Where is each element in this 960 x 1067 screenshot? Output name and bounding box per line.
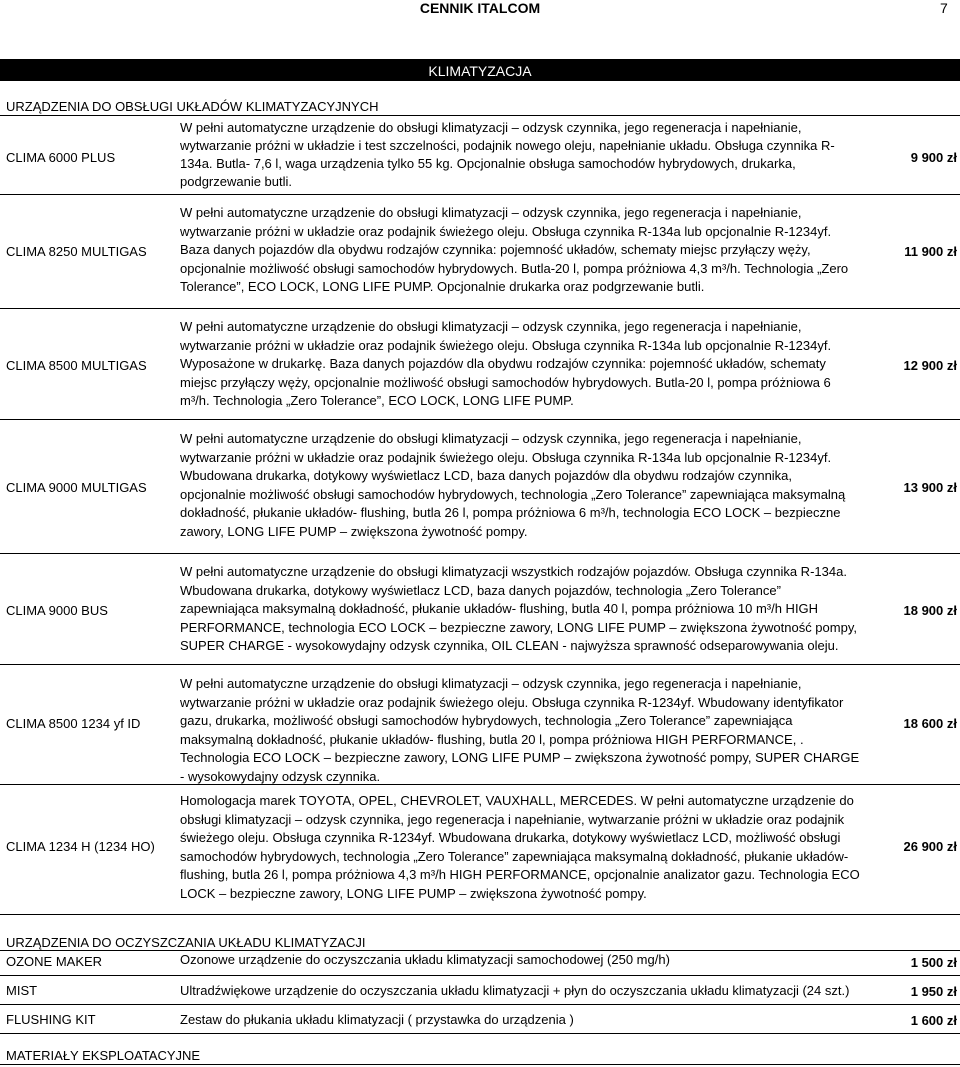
row-divider [0,1033,960,1034]
section-underline [0,115,960,116]
product-price: 18 600 zł [903,716,957,731]
section-title-cleaning-devices: URZĄDZENIA DO OCZYSZCZANIA UKŁADU KLIMATYZACJI [6,935,366,950]
row-divider [0,914,960,915]
product-name: CLIMA 9000 BUS [6,603,108,618]
product-description: W pełni automatyczne urządzenie do obsługi klimatyzacji – odzysk czynnika, jego regeneracja i napełnianie, wytwarzanie próżni w układzie oraz podajnik świeżego oleju. Obsługa czynnika R-134a lub opcjonalnie R-1234yf. Wbudowana drukarka, dotykowy wyświetlacz LCD, baza danych pojazdów dla obydwu rodzajów czynnika, opcjonalnie możliwość obsługi samochodów hybrydowych, technologia „Zero Tolerance” zapewniająca maksymalną dokładność, płukanie układów- flushing, butla 26 l, pompa próżniowa 6 m³/h, technologia ECO LOCK – bezpieczne zawory, LONG LIFE PUMP – zwiększona żywotność pompy. [180,431,846,539]
row-divider [0,194,960,195]
product-description: W pełni automatyczne urządzenie do obsługi klimatyzacji – odzysk czynnika, jego regeneracja i napełnianie, wytwarzanie próżni w układzie oraz podajnik świeżego oleju. Obsługa czynnika R-1234yf. Wbudowany identyfikator gazu, drukarka, możliwość obsługi samochodów hybrydowych, technologia „Zero Tolerance” zapewniająca maksymalną dokładność, płukanie układów- flushing, butla 20 l, pompa próżniowa HIGH PERFORMANCE, . Technologia ECO LOCK – bezpieczne zawory, LONG LIFE PUMP – zwiększona żywotność pompy, SUPER CHARGE - wysokowydajny odzysk czynnika. [180,676,860,784]
product-name: OZONE MAKER [6,954,103,969]
section-title-service-devices: URZĄDZENIA DO OBSŁUGI UKŁADÓW KLIMATYZACYJNYCH [6,99,379,114]
product-description: Ultradźwiękowe urządzenie do oczyszczania układu klimatyzacji + płyn do oczyszczania układu klimatyzacji (24 szt.) [180,983,850,998]
product-price: 13 900 zł [903,480,957,495]
product-price: 11 900 zł [904,244,957,259]
product-price: 18 900 zł [903,603,957,618]
product-price: 1 500 zł [910,955,957,970]
product-name: CLIMA 6000 PLUS [6,150,116,165]
section-underline [0,950,960,951]
product-description: W pełni automatyczne urządzenie do obsługi klimatyzacji – odzysk czynnika, jego regeneracja i napełnianie, wytwarzanie próżni w układzie i test szczelności, podajnik nowego oleju, napełnianie układu. Obsługa czynnika R-134a. Butla- 7,6 l, waga urządzenia tylko 55 kg. Opcjonalnie obsługa samochodów hybrydowych, drukarka, podgrzewanie butli. [180,120,835,189]
product-name: CLIMA 1234 H (1234 HO) [6,839,155,854]
product-price: 26 900 zł [903,839,957,854]
product-description: W pełni automatyczne urządzenie do obsługi klimatyzacji – odzysk czynnika, jego regeneracja i napełnianie, wytwarzanie próżni w układzie oraz podajnik świeżego oleju. Obsługa czynnika R-134a lub opcjonalnie R-1234yf. Wyposażone w drukarkę. Baza danych pojazdów dla obydwu rodzajów czynnika: pojemność układów, schematy miejsc przyłączy węży, opcjonalnie możliwość obsługi samochodów hybrydowych. Butla-20 l, pompa próżniowa 6 m³/h. Technologia „Zero Tolerance”, ECO LOCK, LONG LIFE PUMP. [180,319,832,409]
product-price: 1 600 zł [910,1013,957,1028]
product-description: Ozonowe urządzenie do oczyszczania układu klimatyzacji samochodowej (250 mg/h) [180,952,670,967]
row-divider [0,975,960,976]
product-name: CLIMA 8500 MULTIGAS [6,358,147,373]
document-title: CENNIK ITALCOM [419,0,541,16]
row-divider [0,308,960,309]
product-name: CLIMA 8500 1234 yf ID [6,716,141,731]
product-description: W pełni automatyczne urządzenie do obsługi klimatyzacji wszystkich rodzajów pojazdów. Obsługa czynnika R-134a. Wbudowana drukarka, dotykowy wyświetlacz LCD, baza danych pojazdów, technologia „Zero Tolerance” zapewniająca maksymalną dokładność, płukanie układów- flushing, butla 40 l, pompa próżniowa 10 m³/h HIGH PERFORMANCE, technologia ECO LOCK – bezpieczne zawory, LONG LIFE PUMP – zwiększona żywotność pompy, SUPER CHARGE - wysokowydajny odzysk czynnika, OIL CLEAN - najwyższa sprawność odseparowywania oleju. [180,564,857,654]
page-number: 7 [940,0,948,16]
product-description: W pełni automatyczne urządzenie do obsługi klimatyzacji – odzysk czynnika, jego regeneracja i napełnianie, wytwarzanie próżni w układzie oraz podajnik świeżego oleju. Obsługa czynnika R-134a lub opcjonalnie R-1234yf. Baza danych pojazdów dla obydwu rodzajów czynnika: pojemność układów, schematy miejsc przyłączy węży, opcjonalnie możliwość obsługi samochodów hybrydowych. Butla-20 l, pompa próżniowa 4,3 m³/h. Technologia „Zero Tolerance”, ECO LOCK, LONG LIFE PUMP. Opcjonalnie drukarka oraz podgrzewanie butli. [180,205,849,295]
product-price: 12 900 zł [903,358,957,373]
product-description: Homologacja marek TOYOTA, OPEL, CHEVROLET, VAUXHALL, MERCEDES. W pełni automatyczne urządzenie do obsługi klimatyzacji – odzysk czynnika, jego regeneracja i napełnianie, wytwarzanie próżni w układzie oraz podajnik świeżego oleju. Obsługa czynnika R-1234yf. Wbudowana drukarka, dotykowy wyświetlacz LCD, możliwość obsługi samochodów hybrydowych, technologia „Zero Tolerance” zapewniająca maksymalną dokładność, płukanie układów- flushing, butla 26 l, pompa próżniowa 4,3 m³/h HIGH PERFORMANCE, opcjonalnie analizator gazu. Technologia ECO LOCK – bezpieczne zawory, LONG LIFE PUMP – zwiększona żywotność pompy. [180,793,860,901]
row-divider [0,1004,960,1005]
product-description: Zestaw do płukania układu klimatyzacji ( przystawka do urządzenia ) [180,1012,574,1027]
product-name: CLIMA 8250 MULTIGAS [6,244,147,259]
row-divider [0,419,960,420]
product-name: MIST [6,983,38,998]
row-divider [0,553,960,554]
product-price: 1 950 zł [910,984,957,999]
product-name: CLIMA 9000 MULTIGAS [6,480,147,495]
category-banner: KLIMATYZACJA [0,59,960,81]
section-underline [0,1064,960,1065]
product-price: 9 900 zł [910,150,957,165]
section-title-consumables: MATERIAŁY EKSPLOATACYJNE [6,1048,201,1063]
row-divider [0,664,960,665]
row-divider [0,784,960,785]
product-name: FLUSHING KIT [6,1012,96,1027]
